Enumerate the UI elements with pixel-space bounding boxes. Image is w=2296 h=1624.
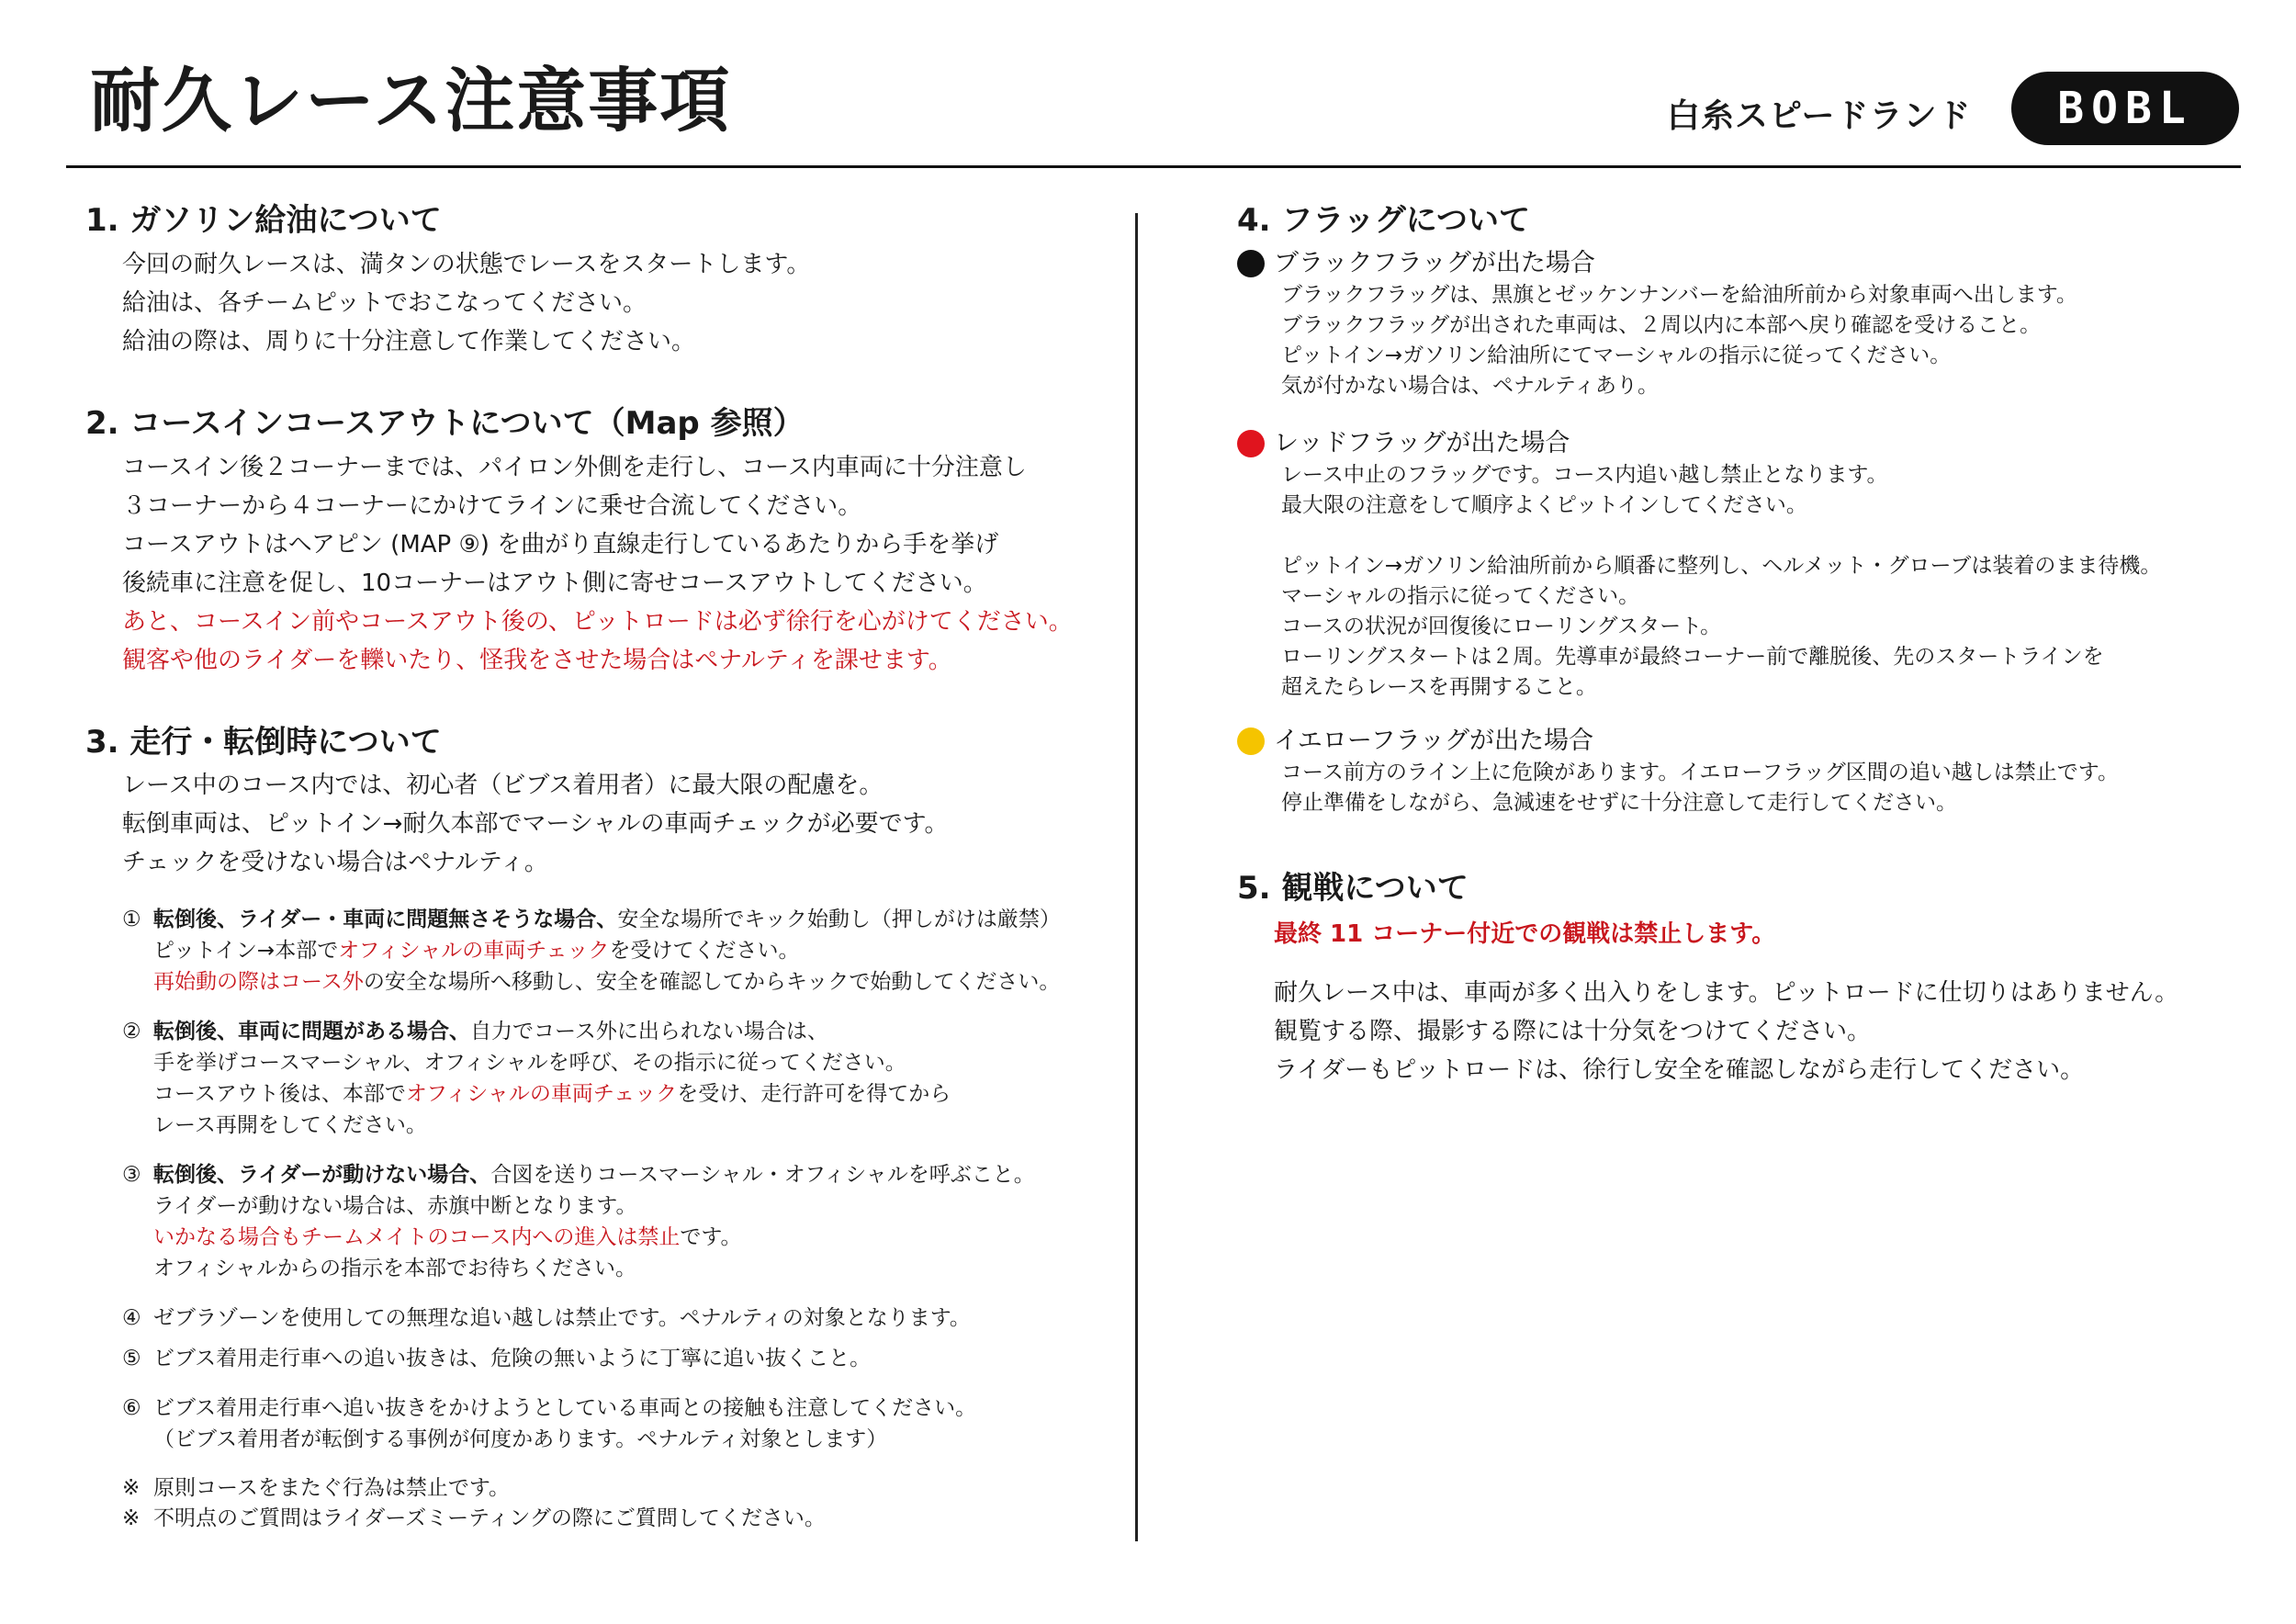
text-line: 転倒車両は、ピットイン→耐久本部でマーシャルの車両チェックが必要です。 [122, 810, 949, 839]
note-text: 不明点のご質問はライダーズミーティングの際にご質問してください。 [153, 1506, 826, 1531]
section-heading-spectating: 5. 観戦について [1237, 869, 1469, 907]
item-text: 自力でコース外に出られない場合は、 [470, 1020, 828, 1044]
venue-name: 白糸スピードランド [1667, 97, 1972, 135]
text-line: コースの状況が回復後にローリングスタート。 [1281, 614, 1722, 638]
note-mark: ※ [122, 1506, 141, 1531]
item-text: です。 [680, 1225, 742, 1250]
item-number: ④ [122, 1306, 141, 1331]
item-red-text: 再始動の際はコース外 [153, 970, 364, 995]
text-line: ローリングスタートは２周。先導車が最終コーナー前で離脱後、先のスタートラインを [1281, 644, 2104, 669]
text-line: 観覧する際、撮影する際には十分気をつけてください。 [1274, 1017, 1872, 1045]
black-flag-icon [1237, 250, 1265, 277]
warning-line: 最終 11 コーナー付近での観戦は禁止します。 [1274, 919, 1776, 948]
black-flag-title: ブラックフラッグが出た場合 [1274, 248, 1595, 277]
item-text: ライダーが動けない場合は、赤旗中断となります。 [153, 1194, 637, 1219]
text-line: コース前方のライン上に危険があります。イエローフラッグ区間の追い越しは禁止です。 [1281, 760, 2119, 784]
text-line: チェックを受けない場合はペナルティ。 [122, 849, 548, 877]
page-title: 耐久レース注意事項 [90, 60, 732, 141]
text-line: 停止準備をしながら、急減速をせずに十分注意して走行してください。 [1281, 790, 1957, 815]
note-mark: ※ [122, 1476, 141, 1501]
text-line: 気が付かない場合は、ペナルティあり。 [1281, 373, 1660, 398]
item-text: の安全な場所へ移動し、安全を確認してからキックで始動してください。 [363, 970, 1061, 995]
text-line: ピットイン→ガソリン給油所前から順番に整列し、ヘルメット・グローブは装着のまま待機。 [1281, 553, 2162, 578]
section-flags [1237, 202, 2247, 818]
text-line: レース中止のフラッグです。コース内追い越し禁止となります。 [1281, 462, 1888, 487]
list-item [122, 1016, 1105, 1141]
red-flag-icon [1237, 430, 1265, 457]
right-column [1237, 202, 2247, 1089]
left-column [85, 202, 1105, 1534]
item-number: ② [122, 1020, 141, 1044]
item-text: ピットイン→本部で [153, 939, 339, 964]
item-red-text: いかなる場合もチームメイトのコース内への進入は禁止 [153, 1225, 681, 1250]
text-line: 給油の際は、周りに十分注意して作業してください。 [122, 327, 696, 355]
item-bold-text: 転倒後、ライダー・車両に問題無さそうな場合、 [153, 908, 618, 932]
list-item [122, 1393, 1105, 1455]
section-spectating [1237, 870, 2247, 1089]
item-number: ⑤ [122, 1347, 141, 1371]
text-line: レース中のコース内では、初心者（ビブス着用者）に最大限の配慮を。 [122, 772, 884, 800]
section-running-falling [85, 724, 1105, 1535]
text-line: 給油は、各チームピットでおこなってください。 [122, 288, 647, 317]
section-heading-flags: 4. フラッグについて [1237, 202, 1531, 239]
text-line: マーシャルの指示に従ってください。 [1281, 583, 1640, 608]
text-line: ３コーナーから４コーナーにかけてラインに乗せ合流してください。 [122, 491, 862, 520]
bobl-logo: BOBL [2011, 72, 2239, 145]
text-line: コースイン後２コーナーまでは、パイロン外側を走行し、コース内車両に十分注意し [122, 453, 1027, 481]
yellow-flag-title: イエローフラッグが出た場合 [1274, 726, 1594, 755]
section-heading-fuel: 1. ガソリン給油について [85, 202, 442, 239]
text-line: ライダーもピットロードは、徐行し安全を確認しながら走行してください。 [1274, 1055, 2085, 1084]
column-divider [1135, 213, 1138, 1541]
text-line: 耐久レース中は、車両が多く出入りをします。ピットロードに仕切りはありません。 [1274, 978, 2179, 1007]
black-flag-block [1237, 247, 2247, 401]
item-text: （ビブス着用者が転倒する事例が何度かあります。ペナルティ対象とします） [153, 1427, 888, 1452]
section-heading-running: 3. 走行・転倒時について [85, 723, 442, 761]
yellow-flag-block [1237, 725, 2247, 818]
section-course-in-out [85, 405, 1105, 680]
section-heading-course: 2. コースインコースアウトについて（Map 参照） [85, 404, 805, 442]
note-text: 原則コースをまたぐ行為は禁止です。 [153, 1476, 511, 1501]
text-line: 今回の耐久レースは、満タンの状態でレースをスタートします。 [122, 250, 811, 278]
warning-line: あと、コースイン前やコースアウト後の、ピットロードは必ず徐行を心がけてください。 [122, 607, 1073, 636]
text-line: ブラックフラッグは、黒旗とゼッケンナンバーを給油所前から対象車両へ出します。 [1281, 282, 2077, 307]
item-number: ① [122, 908, 141, 932]
item-bold-text: 転倒後、車両に問題がある場合、 [153, 1020, 470, 1044]
fuel-text [122, 245, 1105, 361]
list-item [122, 1343, 1105, 1374]
list-item [122, 904, 1105, 998]
item-text: 合図を送りコースマーシャル・オフィシャルを呼ぶこと。 [490, 1163, 1035, 1188]
text-line: ブラックフラッグが出された車両は、２周以内に本部へ戻り確認を受けること。 [1281, 312, 2042, 337]
section-fuel [85, 202, 1105, 361]
item-number: ③ [122, 1163, 141, 1188]
item-red-text: オフィシャルの車両チェック [338, 939, 610, 964]
item-text: ビブス着用走行車へ追い抜きをかけようとしている車両との接触も注意してください。 [153, 1396, 977, 1421]
item-text: ゼブラゾーンを使用しての無理な追い越しは禁止です。ペナルティの対象となります。 [153, 1306, 971, 1331]
item-bold-text: 転倒後、ライダーが動けない場合、 [153, 1163, 491, 1188]
list-item [122, 1159, 1105, 1284]
item-number: ⑥ [122, 1396, 141, 1421]
item-text: 安全な場所でキック始動し（押しがけは厳禁） [617, 908, 1061, 932]
red-flag-title: レッドフラッグが出た場合 [1274, 428, 1570, 457]
text-line: 超えたらレースを再開すること。 [1281, 674, 1597, 699]
item-text: を受けてください。 [609, 939, 800, 964]
text-line: ピットイン→ガソリン給油所にてマーシャルの指示に従ってください。 [1281, 343, 1952, 367]
running-text [122, 766, 1105, 882]
header-divider [66, 165, 2241, 168]
text-line: 最大限の注意をして順序よくピットインしてください。 [1281, 492, 1807, 517]
warning-line: 観客や他のライダーを轢いたり、怪我をさせた場合はペナルティを課せます。 [122, 646, 952, 674]
red-flag-block [1237, 427, 2247, 703]
text-line: コースアウトはヘアピン (MAP ⑨) を曲がり直線走行しているあたりから手を挙げ [122, 530, 999, 558]
item-text: を受け、走行許可を得てから [677, 1082, 951, 1107]
spectating-text [1274, 915, 2247, 1089]
item-text: 手を挙げコースマーシャル、オフィシャルを呼び、その指示に従ってください。 [153, 1051, 906, 1076]
course-text [122, 448, 1105, 680]
text-line: 後続車に注意を促し、10コーナーはアウト側に寄せコースアウトしてください。 [122, 569, 987, 597]
yellow-flag-icon [1237, 727, 1265, 755]
item-text: コースアウト後は、本部で [153, 1082, 406, 1107]
item-red-text: オフィシャルの車両チェック [405, 1082, 678, 1107]
item-text: オフィシャルからの指示を本部でお待ちください。 [153, 1257, 637, 1281]
item-text: レース再開をしてください。 [153, 1113, 427, 1138]
notes [122, 1473, 1105, 1534]
item-text: ビブス着用走行車への追い抜きは、危険の無いように丁寧に追い抜くこと。 [153, 1347, 872, 1371]
list-item [122, 1303, 1105, 1334]
